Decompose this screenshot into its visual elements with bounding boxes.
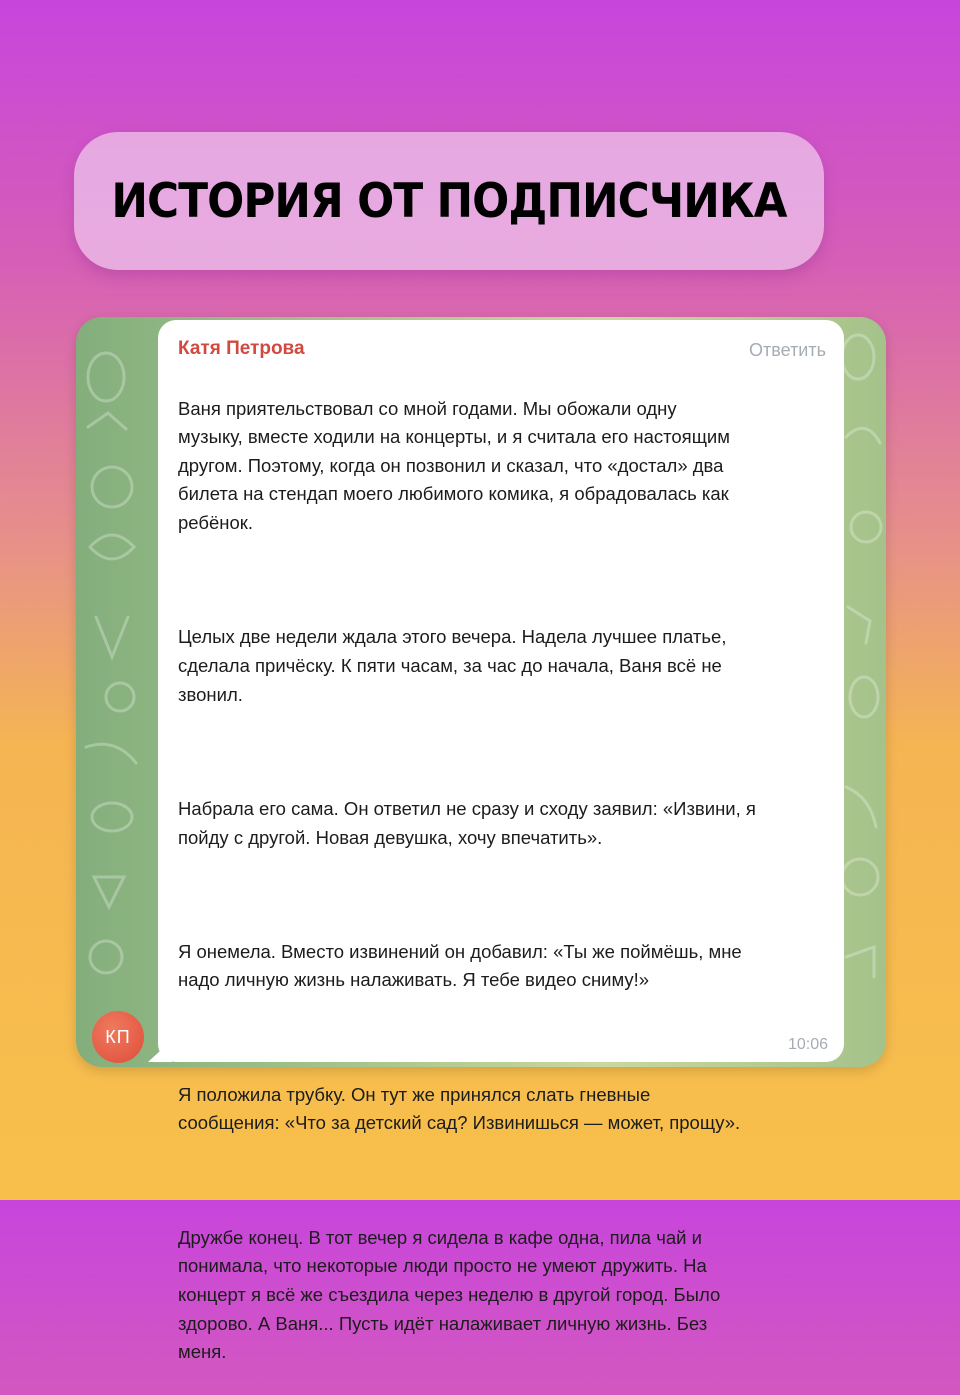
reply-button[interactable]: Ответить <box>749 340 826 360</box>
message-paragraph: Я онемела. Вместо извинений он добавил: «Ты же поймёшь, мне надо личную жизнь налаживать. Я тебе видео сниму!» <box>178 940 742 991</box>
title-banner <box>74 132 824 270</box>
avatar[interactable] <box>92 1011 144 1063</box>
message-paragraph: Целых две недели ждала этого вечера. Надела лучшее платье, сделала причёску. К пяти часам, за час до начала, Ваня всё не звонил. <box>178 626 727 705</box>
avatar-initials: КП <box>105 1026 131 1047</box>
chat-panel <box>76 317 886 1363</box>
message-paragraph: Дружбе конец. В тот вечер я сидела в кафе одна, пила чай и понимала, что некоторые люди просто не умеют дружить. На концерт я всё же съездила через неделю в другой город. Было здорово. А Ваня... Пусть идёт налаживает личную жизнь. Без меня. <box>178 1226 721 1363</box>
message-bubble[interactable] <box>158 320 844 1363</box>
message-text <box>178 366 828 1395</box>
message-paragraph: Я положила трубку. Он тут же принялся слать гневные сообщения: «Что за детский сад? Извинишься — может, прощу». <box>178 1083 741 1134</box>
message-paragraph: Набрала его сама. Он ответил не сразу и сходу заявил: «Извини, я пойду с другой. Новая девушка, хочу впечатить». <box>178 797 756 848</box>
message-paragraph: Ваня приятельствовал со мной годами. Мы обожали одну музыку, вместе ходили на концерты, и я считала его настоящим другом. Поэтому, когда он позвонил и сказал, что «достал» два билета на стендап моего любимого комика, я обрадовалась как ребёнок. <box>178 397 730 533</box>
page-title: ИСТОРИЯ ОТ ПОДПИСЧИКА <box>111 173 787 229</box>
message-time: 10:06 <box>787 1036 828 1053</box>
sender-name[interactable]: Катя Петрова <box>178 338 305 359</box>
